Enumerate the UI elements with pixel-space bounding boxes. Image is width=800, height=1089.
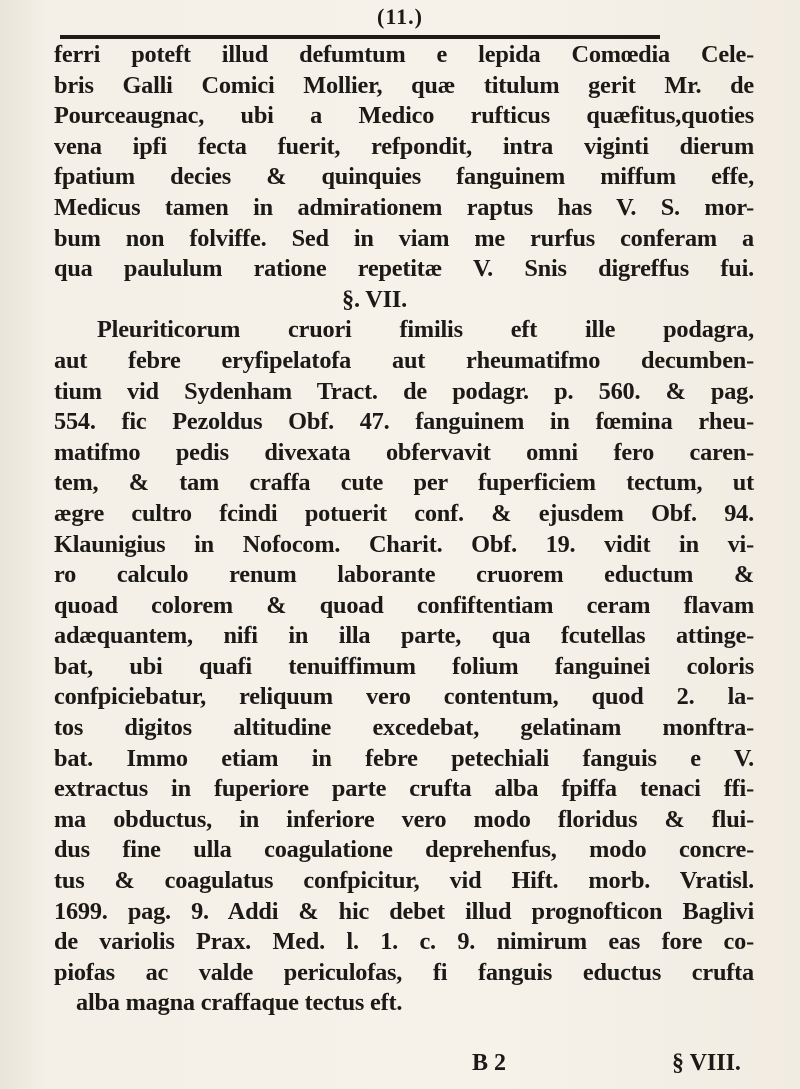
text-line: de variolis Prax. Med. l. 1. c. 9. nimirum eas fore co- (54, 928, 754, 956)
section-heading: §. VII. (342, 285, 407, 313)
running-head (0, 2, 800, 36)
text-line: Pourceaugnac, ubi a Medico rufticus quæfitus,quoties (54, 102, 754, 130)
text-line: Medicus tamen in admirationem raptus has V. S. mor- (54, 193, 754, 221)
text-line: vena ipfi fecta fuerit, refpondit, intra viginti dierum (54, 132, 754, 160)
text-line: dus fine ulla coagulatione deprehenfus, modo concre- (54, 836, 754, 864)
text-line: ferri poteft illud defumtum e lepida Comœdia Cele- (54, 41, 754, 68)
page-footer (60, 1050, 760, 1082)
text-line: aut febre eryfipelatofa aut rheumatifmo decumben- (54, 346, 754, 374)
text-line: ro calculo renum laborante cruorem eductum & (54, 561, 754, 589)
text-line: matifmo pedis divexata obfervavit omni fero caren- (54, 438, 754, 466)
text-line: bat. Immo etiam in febre petechiali fanguis e V. (54, 744, 754, 772)
text-line: 1699. pag. 9. Addi & hic debet illud prognofticon Baglivi (54, 897, 754, 925)
text-line: fpatium decies & quinquies fanguinem miffum effe, (54, 163, 754, 191)
text-line: ægre cultro fcindi potuerit conf. & ejusdem Obf. 94. (54, 499, 754, 527)
signature-mark: B 2 (472, 1050, 507, 1076)
text-line: tem, & tam craffa cute per fuperficiem tectum, ut (54, 469, 754, 497)
catchword: § VIII. (672, 1050, 741, 1076)
text-line: tium vid Sydenham Tract. de podagr. p. 560. & pag. (54, 377, 754, 405)
text-line: tus & coagulatus confpicitur, vid Hift. morb. Vratisl. (54, 867, 754, 895)
text-line: tos digitos altitudine excedebat, gelatinam monftra- (54, 714, 754, 742)
text-line: alba magna craffaque tectus eft. (76, 989, 403, 1017)
text-line: piofas ac valde periculofas, fi fanguis eductus crufta (54, 958, 754, 986)
text-line: ma obductus, in inferiore vero modo floridus & flui- (54, 805, 754, 833)
text-line: quoad colorem & quoad confiftentiam ceram flavam (54, 591, 754, 619)
text-line: 554. fic Pezoldus Obf. 47. fanguinem in fœmina rheu- (54, 408, 754, 436)
text-line: bat, ubi quafi tenuiffimum folium fanguinei coloris (54, 652, 754, 680)
text-line: extractus in fuperiore parte crufta alba fpiffa tenaci ffi- (54, 775, 754, 803)
text-line: adæquantem, nifi in illa parte, qua fcutellas attinge- (54, 622, 754, 650)
text-line: bum non folviffe. Sed in viam me rurfus conferam a (54, 224, 754, 252)
text-line: Klaunigius in Nofocom. Charit. Obf. 19. vidit in vi- (54, 530, 754, 558)
text-line: confpiciebatur, reliquum vero contentum, quod 2. la- (54, 683, 754, 711)
text-line: Pleuriticorum cruori fimilis eft ille podagra, (97, 316, 754, 344)
text-line: qua paululum ratione repetitæ V. Snis digreffus fui. (54, 255, 754, 283)
page-number: (11.) (377, 4, 423, 29)
header-rule (60, 35, 660, 39)
text-line: bris Galli Comici Mollier, quæ titulum gerit Mr. de (54, 71, 754, 99)
body-text (54, 40, 754, 1019)
